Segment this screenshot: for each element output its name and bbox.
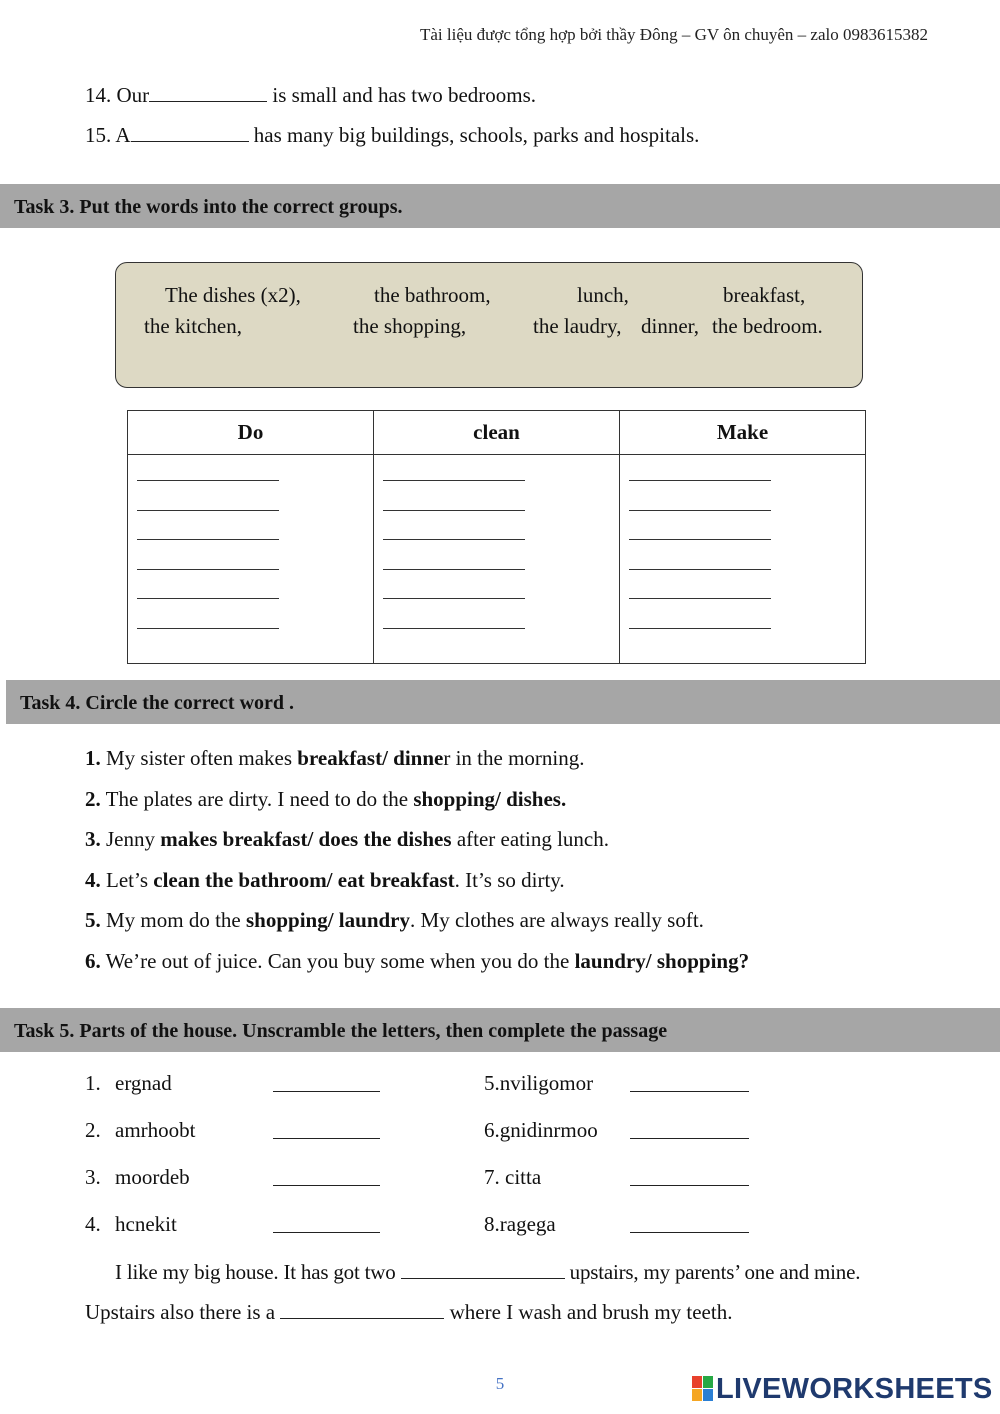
- task5-header-bar: [0, 1008, 1000, 1052]
- item-number: 4.: [85, 868, 101, 892]
- choice-options[interactable]: shopping/ dishes.: [413, 787, 567, 811]
- scramble-7-blank[interactable]: [630, 1167, 749, 1186]
- item-text: ?: [738, 949, 750, 973]
- scramble-5-word: 5.nviligomor: [484, 1071, 594, 1095]
- liveworksheets-icon: [692, 1376, 714, 1402]
- scramble-4-number: 4.: [85, 1212, 101, 1236]
- scramble-6-word: 6.gnidinrmoo: [484, 1118, 598, 1142]
- answer-line[interactable]: [383, 511, 525, 541]
- question-15-start: 15. A: [85, 123, 131, 147]
- page-number: 5: [495, 1374, 505, 1393]
- answer-line[interactable]: [383, 570, 525, 600]
- answer-line[interactable]: [137, 599, 279, 629]
- blank-15[interactable]: [131, 123, 249, 142]
- answer-line[interactable]: [137, 540, 279, 570]
- item-text: Jenny: [100, 827, 161, 851]
- word-the-laudry: the laudry,: [533, 314, 622, 338]
- item-number: 5.: [85, 908, 101, 932]
- answer-line[interactable]: [629, 570, 771, 600]
- word-breakfast: breakfast,: [723, 283, 806, 307]
- passage-line-2: [85, 1300, 732, 1325]
- column-header-do: Do: [128, 411, 374, 455]
- scramble-4-word: hcnekit: [115, 1212, 177, 1236]
- item-number: 2.: [85, 787, 101, 811]
- passage-blank-1[interactable]: [401, 1260, 565, 1279]
- task4-header-bar: [6, 680, 1000, 724]
- column-header-clean: clean: [374, 411, 620, 455]
- liveworksheets-wordmark: LIVEWORKSHEETS: [716, 1373, 993, 1405]
- choice-options[interactable]: breakfast/ dinne: [297, 746, 444, 770]
- scramble-8-word: 8.ragega: [484, 1212, 556, 1236]
- column-do-cell: [128, 455, 374, 664]
- answer-line[interactable]: [383, 540, 525, 570]
- item-text: My sister often makes: [100, 746, 298, 770]
- word-the-dishes: The dishes (x2),: [165, 283, 301, 307]
- task4-title: Task 4. Circle the correct word .: [20, 692, 295, 714]
- task4-item-2: [85, 787, 566, 812]
- scramble-6-blank[interactable]: [630, 1120, 749, 1139]
- scramble-4-blank[interactable]: [273, 1214, 380, 1233]
- item-text: after eating lunch.: [451, 827, 609, 851]
- liveworksheets-logo[interactable]: [692, 1373, 993, 1405]
- word-lunch: lunch,: [577, 283, 629, 307]
- scramble-1-number: 1.: [85, 1071, 101, 1095]
- item-number: 1.: [85, 746, 101, 770]
- answer-line[interactable]: [137, 511, 279, 541]
- question-15-end: has many big buildings, schools, parks and hospitals.: [248, 123, 700, 147]
- choice-options[interactable]: shopping/ laundry: [246, 908, 411, 932]
- passage-text: I like my big house. It has got two: [115, 1260, 401, 1284]
- scramble-3-number: 3.: [85, 1165, 101, 1189]
- question-14-start: 14. Our: [85, 83, 150, 107]
- task3-header-bar: [0, 184, 1000, 228]
- answer-line[interactable]: [629, 481, 771, 511]
- column-clean-cell: [374, 455, 620, 664]
- scramble-5-blank[interactable]: [630, 1073, 749, 1092]
- passage-line-1: [115, 1260, 860, 1285]
- word-the-bathroom: the bathroom,: [374, 283, 491, 307]
- word-the-shopping: the shopping,: [353, 314, 467, 338]
- answer-line[interactable]: [137, 481, 279, 511]
- question-14-end: is small and has two bedrooms.: [267, 83, 537, 107]
- passage-text: where I wash and brush my teeth.: [444, 1300, 733, 1324]
- answer-line[interactable]: [383, 455, 525, 481]
- choice-options[interactable]: makes breakfast/ does the dishes: [160, 827, 452, 851]
- column-make-cell: [620, 455, 866, 664]
- answer-line[interactable]: [383, 599, 525, 629]
- item-text: My mom do the: [100, 908, 246, 932]
- scramble-2-blank[interactable]: [273, 1120, 380, 1139]
- passage-blank-2[interactable]: [280, 1300, 444, 1319]
- item-text: . It’s so dirty.: [454, 868, 565, 892]
- task5-title: Task 5. Parts of the house. Unscramble the letters, then complete the passage: [14, 1020, 668, 1042]
- word-bank: [115, 262, 863, 388]
- scramble-2-word: amrhoobt: [115, 1118, 196, 1142]
- task3-title: Task 3. Put the words into the correct groups.: [14, 196, 403, 218]
- word-the-kitchen: the kitchen,: [144, 314, 242, 338]
- item-text: The plates are dirty. I need to do the: [100, 787, 414, 811]
- answer-line[interactable]: [137, 455, 279, 481]
- scramble-3-blank[interactable]: [273, 1167, 380, 1186]
- groups-table: [127, 410, 866, 664]
- task4-item-5: [85, 908, 704, 933]
- answer-line[interactable]: [629, 599, 771, 629]
- task4-item-4: [85, 868, 565, 893]
- item-text: We’re out of juice. Can you buy some when you do the: [100, 949, 575, 973]
- scramble-7-word: 7. citta: [484, 1165, 542, 1189]
- task4-item-1: [85, 746, 585, 771]
- item-number: 3.: [85, 827, 101, 851]
- word-the-bedroom: the bedroom.: [712, 314, 823, 338]
- passage-text: upstairs, my parents’ one and mine.: [564, 1260, 861, 1284]
- scramble-8-blank[interactable]: [630, 1214, 749, 1233]
- choice-options[interactable]: clean the bathroom/ eat breakfast: [153, 868, 455, 892]
- task4-item-6: [85, 949, 749, 974]
- answer-line[interactable]: [629, 540, 771, 570]
- column-header-make: Make: [620, 411, 866, 455]
- answer-line[interactable]: [629, 455, 771, 481]
- task4-item-3: [85, 827, 609, 852]
- scramble-2-number: 2.: [85, 1118, 101, 1142]
- choice-options[interactable]: laundry/ shopping: [574, 949, 739, 973]
- blank-14[interactable]: [149, 83, 267, 102]
- passage-text: Upstairs also there is a: [85, 1300, 281, 1324]
- answer-line[interactable]: [137, 570, 279, 600]
- item-text: . My clothes are always really soft.: [410, 908, 704, 932]
- scramble-1-blank[interactable]: [273, 1073, 380, 1092]
- answer-line[interactable]: [629, 511, 771, 541]
- item-text: r in the morning.: [443, 746, 585, 770]
- scramble-1-word: ergnad: [115, 1071, 172, 1095]
- scramble-3-word: moordeb: [115, 1165, 190, 1189]
- word-dinner: dinner,: [641, 314, 700, 338]
- answer-line[interactable]: [383, 481, 525, 511]
- question-15: [85, 123, 699, 148]
- item-text: Let’s: [100, 868, 154, 892]
- page-header: Tài liệu được tổng hợp bởi thầy Đông – GV ôn chuyên – zalo 0983615382: [419, 25, 928, 44]
- question-14: [85, 83, 536, 108]
- item-number: 6.: [85, 949, 101, 973]
